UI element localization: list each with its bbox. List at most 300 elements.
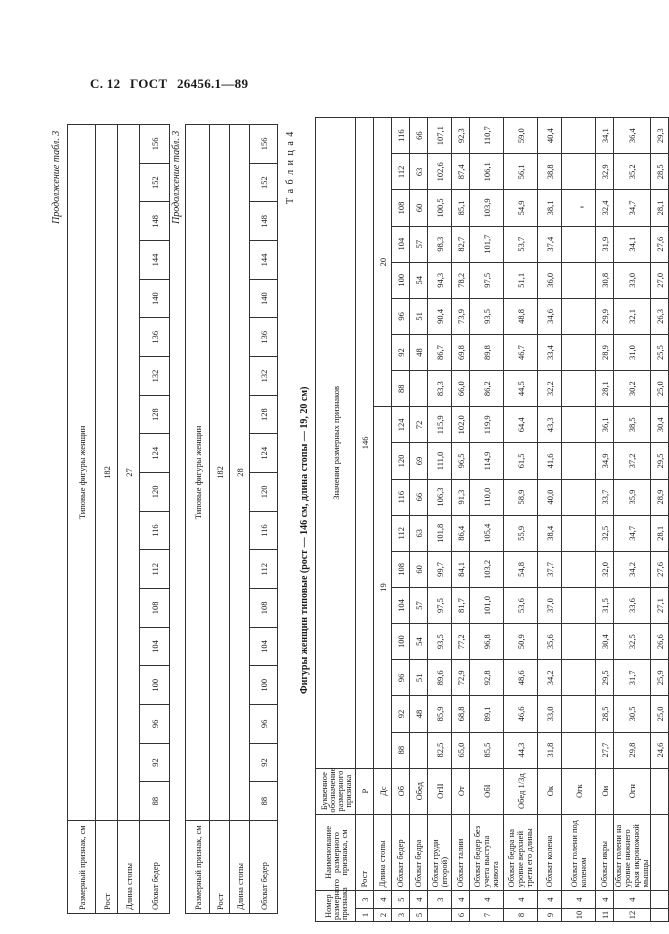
t4-cell: 103,2 xyxy=(470,551,504,587)
t2-hip-4: 104 xyxy=(250,627,278,666)
t4-cell: 106,1 xyxy=(470,154,504,190)
t4-cell: 32,5 xyxy=(614,624,651,660)
t4-row-num: 9 xyxy=(538,908,562,921)
t2-hip-12: 136 xyxy=(250,318,278,357)
t4-cell: 43,3 xyxy=(538,407,562,443)
t4-cell: 107,1 xyxy=(428,118,452,154)
t4-hip-b: 100 xyxy=(392,262,410,298)
t4-cell: 86,4 xyxy=(452,515,470,551)
t4-cell: 87,4 xyxy=(452,154,470,190)
t4-cell: 89,6 xyxy=(428,660,452,696)
t4-row xyxy=(452,118,470,922)
t2-hip-7: 116 xyxy=(250,511,278,550)
t4-cell: 33,7 xyxy=(596,479,614,515)
t4-cell: 101,7 xyxy=(470,226,504,262)
t4-hip-b: 112 xyxy=(392,154,410,190)
t1-hip-0: 88 xyxy=(140,782,170,821)
t4-row-sub: 3 xyxy=(428,891,452,909)
t4-cell xyxy=(410,371,428,407)
t1-hip-11: 132 xyxy=(140,357,170,396)
t4-cell: 29,5 xyxy=(596,660,614,696)
t4-cell: 84,1 xyxy=(452,551,470,587)
t4-cell: 66 xyxy=(410,118,428,154)
table-4 xyxy=(315,117,669,922)
t4-cell xyxy=(410,732,428,768)
t4-row-code: Огк xyxy=(562,768,596,814)
t4-cell: 51,1 xyxy=(504,262,538,298)
t4-cell: 97,5 xyxy=(470,262,504,298)
t4-hip-b: 104 xyxy=(392,226,410,262)
t4-foot-b: 20 xyxy=(374,118,392,407)
t4-row-code: Обед xyxy=(410,768,428,814)
t2-hip-8: 120 xyxy=(250,473,278,512)
t1-hip-13: 140 xyxy=(140,279,170,318)
t4-head-values: Значения размерных признаков xyxy=(316,118,356,769)
t2-foot-value: 28 xyxy=(230,125,250,821)
t4-row-sub: 4 xyxy=(504,891,538,909)
t4-cell: 98,3 xyxy=(428,226,452,262)
t4-row-num: 11 xyxy=(596,908,614,921)
t4-hip-b: 108 xyxy=(392,190,410,226)
t4-row xyxy=(428,118,452,922)
t4-cell: 32,2 xyxy=(538,371,562,407)
t4-cell: 29,9 xyxy=(596,298,614,334)
t1-foot-value: 27 xyxy=(118,125,140,821)
t4-cell: 60 xyxy=(410,190,428,226)
t1-size-label: Размерный признак, см xyxy=(68,821,96,914)
t4-row-code: Обед 1/3д xyxy=(504,768,538,814)
t2-foot-label: Длина стопы xyxy=(230,821,250,914)
t4-cell: 89,8 xyxy=(470,334,504,370)
t4-row-num: 6 xyxy=(452,908,470,921)
t4-row xyxy=(614,118,651,922)
t4-row-name: Обхват бедер xyxy=(392,814,410,891)
page-number: С. 12 xyxy=(90,76,121,91)
t4-cell: 102,0 xyxy=(452,407,470,443)
t4-cell: 40,4 xyxy=(538,118,562,154)
t4-cell: 115,9 xyxy=(428,407,452,443)
t1-hip-16: 152 xyxy=(140,163,170,202)
t4-cell: 46,7 xyxy=(504,334,538,370)
t4-cell: 51 xyxy=(410,660,428,696)
t4-cell: 37,7 xyxy=(538,551,562,587)
t4-cell: 27,6 xyxy=(651,551,669,587)
t4-cell: 29,8 xyxy=(614,732,651,768)
t4-cell: 30,4 xyxy=(651,407,669,443)
t4-cell: 35,6 xyxy=(538,624,562,660)
t4-cell: 56,1 xyxy=(504,154,538,190)
t4-cell: 25,0 xyxy=(651,371,669,407)
t4-cell xyxy=(562,371,596,407)
t4-row-name: Обхват талии xyxy=(452,814,470,891)
t4-cell: 27,6 xyxy=(651,226,669,262)
t4-cell: 28,9 xyxy=(651,479,669,515)
t4-cell: 35,2 xyxy=(614,154,651,190)
t4-hip-b: 96 xyxy=(392,298,410,334)
t4-row-code: Ок xyxy=(538,768,562,814)
t4-row-sub: 4 xyxy=(596,891,614,909)
t4-cell: 28,1 xyxy=(651,515,669,551)
t4-row-sub: 3 xyxy=(356,891,374,909)
t4-cell: 53,7 xyxy=(504,226,538,262)
standard-number: 26456.1—89 xyxy=(177,76,249,91)
t4-cell: 34,2 xyxy=(614,551,651,587)
t1-hip-14: 144 xyxy=(140,241,170,280)
t4-row-code: Ои xyxy=(596,768,614,814)
t4-row-num xyxy=(428,908,452,921)
t4-cell: 27,7 xyxy=(596,732,614,768)
t4-cell: 53,6 xyxy=(504,587,538,623)
t4-cell: 28,5 xyxy=(596,696,614,732)
t4-cell: 99,7 xyxy=(428,551,452,587)
t4-cell xyxy=(562,118,596,154)
t4-cell: 89,1 xyxy=(470,696,504,732)
t4-row xyxy=(374,118,392,922)
t4-cell: 34,7 xyxy=(614,190,651,226)
t4-cell: 31,7 xyxy=(614,660,651,696)
t4-head-number: Номер размерного признака xyxy=(316,891,356,922)
t4-row-name xyxy=(651,814,669,891)
t4-cell: 91,3 xyxy=(452,479,470,515)
t4-cell: 44,5 xyxy=(504,371,538,407)
t4-cell: 32,5 xyxy=(596,515,614,551)
t1-hip-2: 96 xyxy=(140,705,170,744)
t1-hip-8: 120 xyxy=(140,473,170,512)
t4-hip-b: 92 xyxy=(392,334,410,370)
t4-cell: 34,9 xyxy=(596,443,614,479)
t4-row-code xyxy=(651,768,669,814)
t4-row-sub: 4 xyxy=(374,891,392,909)
t4-cell: 38,5 xyxy=(614,407,651,443)
t4-cell xyxy=(562,154,596,190)
t4-cell xyxy=(562,407,596,443)
t4-hip-a: 108 xyxy=(392,551,410,587)
t4-row xyxy=(596,118,614,922)
t2-hip-0: 88 xyxy=(250,782,278,821)
rotated-page-content xyxy=(51,114,665,924)
t1-hip-label: Обхват бедер xyxy=(140,821,170,914)
t4-cell: 85,5 xyxy=(470,732,504,768)
t4-cell: 73,9 xyxy=(452,298,470,334)
t4-cell: 34,7 xyxy=(614,515,651,551)
t2-hip-11: 132 xyxy=(250,357,278,396)
t4-cell: 86,2 xyxy=(470,371,504,407)
t1-caption: Продолжение табл. 3 xyxy=(51,130,62,224)
stray-mark: - xyxy=(580,199,584,213)
t4-cell: 33,4 xyxy=(538,334,562,370)
t4-cell: 94,3 xyxy=(428,262,452,298)
t4-cell: 66 xyxy=(410,479,428,515)
standard-label: ГОСТ xyxy=(129,76,168,91)
t4-cell: 29,5 xyxy=(651,443,669,479)
t4-hip-a: 96 xyxy=(392,660,410,696)
t1-hip-7: 116 xyxy=(140,511,170,550)
t4-cell xyxy=(562,660,596,696)
t4-cell: 32,9 xyxy=(596,154,614,190)
t4-cell: 119,9 xyxy=(470,407,504,443)
t4-cell: 86,7 xyxy=(428,334,452,370)
t4-row xyxy=(356,118,374,922)
t4-row xyxy=(410,118,428,922)
t4-cell: 34,2 xyxy=(538,660,562,696)
t4-row xyxy=(651,118,669,922)
t4-cell: 102,6 xyxy=(428,154,452,190)
t4-row-code: Об xyxy=(392,768,410,814)
t4-cell: 34,1 xyxy=(614,226,651,262)
t4-row-code: Огн xyxy=(614,768,651,814)
t4-row-name: Рост xyxy=(356,814,374,891)
t2-hip-13: 140 xyxy=(250,279,278,318)
t4-cell: 30,4 xyxy=(596,624,614,660)
t4-hip-a: 88 xyxy=(392,732,410,768)
t4-hip-a: 112 xyxy=(392,515,410,551)
t4-hip-a: 124 xyxy=(392,407,410,443)
t4-cell: 54 xyxy=(410,624,428,660)
t4-cell xyxy=(562,696,596,732)
t1-rost-value: 182 xyxy=(96,125,118,821)
t4-cell: 30,2 xyxy=(614,371,651,407)
t4-cell: 27,0 xyxy=(651,262,669,298)
t4-row xyxy=(538,118,562,922)
t1-type-label: Типовые фигуры женщин xyxy=(68,125,96,821)
t2-hip-6: 112 xyxy=(250,550,278,589)
t2-hip-9: 124 xyxy=(250,434,278,473)
t4-row-num: 2 xyxy=(374,908,392,921)
t4-rost-value: 146 xyxy=(356,118,374,769)
t4-cell: 69,8 xyxy=(452,334,470,370)
t2-type-label: Типовые фигуры женщин xyxy=(186,125,210,821)
t4-cell: 96,5 xyxy=(452,443,470,479)
t4-cell: 36,4 xyxy=(614,118,651,154)
t4-cell xyxy=(562,190,596,226)
t4-cell: 101,0 xyxy=(470,587,504,623)
t4-cell: 51 xyxy=(410,298,428,334)
t4-cell: 36,0 xyxy=(538,262,562,298)
t4-cell: 110,0 xyxy=(470,479,504,515)
t1-hip-3: 100 xyxy=(140,666,170,705)
t1-hip-10: 128 xyxy=(140,395,170,434)
t4-cell: 35,9 xyxy=(614,479,651,515)
t1-hip-9: 124 xyxy=(140,434,170,473)
t4-row-name: Обхват груди (второй) xyxy=(428,814,452,891)
t4-head-name: Наименование размерного признака, см xyxy=(316,814,356,891)
t4-cell: 81,7 xyxy=(452,587,470,623)
t4-cell: 69 xyxy=(410,443,428,479)
t4-cell: 90,4 xyxy=(428,298,452,334)
table-continuation-1 xyxy=(67,124,170,914)
t2-hip-16: 152 xyxy=(250,163,278,202)
t4-hip-b: 116 xyxy=(392,118,410,154)
t4-title: Фигуры женщин типовые (рост — 146 см, длина стопы — 19, 20 см) xyxy=(299,386,310,694)
t1-hip-6: 112 xyxy=(140,550,170,589)
t4-cell: 59,0 xyxy=(504,118,538,154)
t4-cell: 93,5 xyxy=(428,624,452,660)
t4-cell: 97,5 xyxy=(428,587,452,623)
t1-hip-1: 92 xyxy=(140,743,170,782)
t4-cell: 82,5 xyxy=(428,732,452,768)
t1-hip-15: 148 xyxy=(140,202,170,241)
t4-cell: 103,9 xyxy=(470,190,504,226)
t4-cell: 34,1 xyxy=(596,118,614,154)
t4-cell: 37,2 xyxy=(614,443,651,479)
t4-cell: 27,1 xyxy=(651,587,669,623)
t2-hip-17: 156 xyxy=(250,125,278,164)
t4-cell: 48,8 xyxy=(504,298,538,334)
t4-row xyxy=(470,118,504,922)
t4-cell xyxy=(562,479,596,515)
t4-cell: 37,4 xyxy=(538,226,562,262)
t4-cell: 44,3 xyxy=(504,732,538,768)
t4-cell: 31,5 xyxy=(596,587,614,623)
t4-cell: 65,0 xyxy=(452,732,470,768)
table-continuation-2 xyxy=(185,124,278,914)
t4-label: Т а б л и ц а 4 xyxy=(285,130,296,204)
t4-cell: 101,8 xyxy=(428,515,452,551)
t4-cell: 34,6 xyxy=(538,298,562,334)
t4-row-sub: 4 xyxy=(562,891,596,909)
t4-cell: 100,5 xyxy=(428,190,452,226)
t4-row-sub xyxy=(651,891,669,909)
t4-cell: 77,2 xyxy=(452,624,470,660)
t4-cell: 32,0 xyxy=(596,551,614,587)
t4-cell: 110,7 xyxy=(470,118,504,154)
t4-cell: 48 xyxy=(410,696,428,732)
t4-head-code: Буквенное обозначение размерного признака xyxy=(316,768,356,814)
t2-hip-15: 148 xyxy=(250,202,278,241)
t4-cell xyxy=(562,587,596,623)
t4-cell xyxy=(562,334,596,370)
t4-row-sub: 4 xyxy=(452,891,470,909)
t1-hip-17: 156 xyxy=(140,125,170,164)
t4-cell: 38,1 xyxy=(538,190,562,226)
t2-hip-10: 128 xyxy=(250,395,278,434)
t4-cell: 33,0 xyxy=(538,696,562,732)
t4-row-num: 8 xyxy=(504,908,538,921)
t2-caption: Продолжение табл. 3 xyxy=(171,130,182,224)
t4-cell xyxy=(562,298,596,334)
t4-cell: 30,8 xyxy=(596,262,614,298)
t4-foot-a: 19 xyxy=(374,407,392,768)
t4-cell: 105,4 xyxy=(470,515,504,551)
t4-cell: 58,9 xyxy=(504,479,538,515)
t4-cell: 31,8 xyxy=(538,732,562,768)
t4-cell: 114,9 xyxy=(470,443,504,479)
t4-row-name: Обхват бедра на уровне верхней трети его длины xyxy=(504,814,538,891)
t4-cell: 24,6 xyxy=(651,732,669,768)
t2-hip-3: 100 xyxy=(250,666,278,705)
t4-row-name: Длина стопы xyxy=(374,814,392,891)
t4-row-sub: 5 xyxy=(392,891,410,909)
t4-cell: 28,5 xyxy=(651,154,669,190)
t4-cell xyxy=(562,515,596,551)
t4-cell: 92,8 xyxy=(470,660,504,696)
t4-row-sub: 4 xyxy=(470,891,504,909)
t4-cell: 57 xyxy=(410,226,428,262)
t4-cell: 33,6 xyxy=(614,587,651,623)
t4-row-name: Обхват бедра xyxy=(410,814,428,891)
t4-row-code: Р xyxy=(356,768,374,814)
t4-row-name: Обхват голени под коленом xyxy=(562,814,596,891)
t4-cell: 28,9 xyxy=(596,334,614,370)
t4-hip-a: 104 xyxy=(392,587,410,623)
t4-cell: 32,1 xyxy=(614,298,651,334)
t4-cell: 26,3 xyxy=(651,298,669,334)
t4-hip-b: 88 xyxy=(392,371,410,407)
t4-cell: 72 xyxy=(410,407,428,443)
t4-row-code: ОбI xyxy=(470,768,504,814)
t4-row-name: Обхват бедер без учета выступа живота xyxy=(470,814,504,891)
t4-cell: 85,9 xyxy=(428,696,452,732)
t4-cell: 46,6 xyxy=(504,696,538,732)
t4-row-num xyxy=(651,908,669,921)
t2-hip-2: 96 xyxy=(250,705,278,744)
t4-cell: 40,0 xyxy=(538,479,562,515)
t4-cell: 48,6 xyxy=(504,660,538,696)
t4-cell xyxy=(562,262,596,298)
page-header xyxy=(90,76,254,92)
t2-rost-label: Рост xyxy=(210,821,230,914)
t4-cell: 33,0 xyxy=(614,262,651,298)
t4-cell: 78,2 xyxy=(452,262,470,298)
t4-row-code: ОгII xyxy=(428,768,452,814)
t4-row-sub: 4 xyxy=(410,891,428,909)
t2-hip-14: 144 xyxy=(250,241,278,280)
t4-hip-a: 116 xyxy=(392,479,410,515)
t4-cell: 25,9 xyxy=(651,660,669,696)
t2-size-label: Размерный признак, см xyxy=(186,821,210,914)
t4-row-num: 1 xyxy=(356,908,374,921)
t4-cell: 85,1 xyxy=(452,190,470,226)
t4-cell: 63 xyxy=(410,515,428,551)
t4-row-sub: 4 xyxy=(538,891,562,909)
t4-cell: 63 xyxy=(410,154,428,190)
t4-row-num: 3 xyxy=(392,908,410,921)
t4-cell: 38,8 xyxy=(538,154,562,190)
t4-cell xyxy=(562,732,596,768)
t4-row xyxy=(392,118,410,922)
t4-cell xyxy=(562,551,596,587)
t4-cell: 55,9 xyxy=(504,515,538,551)
t4-row-num: 12 xyxy=(614,908,651,921)
t4-cell: 106,3 xyxy=(428,479,452,515)
t4-cell: 64,4 xyxy=(504,407,538,443)
t4-cell: 28,1 xyxy=(596,371,614,407)
t4-row-name: Обхват голени на уровне нижнего края икроножной мышцы xyxy=(614,814,651,891)
t4-cell: 54 xyxy=(410,262,428,298)
t4-cell: 92,3 xyxy=(452,118,470,154)
t2-rost-value: 182 xyxy=(210,125,230,821)
t4-row-name: Обхват икры xyxy=(596,814,614,891)
t4-cell: 93,5 xyxy=(470,298,504,334)
t4-row xyxy=(562,118,596,922)
t2-hip-label: Обхват бедер xyxy=(250,821,278,914)
t4-row xyxy=(504,118,538,922)
t4-row-num: 5 xyxy=(410,908,428,921)
t4-cell xyxy=(562,226,596,262)
t1-hip-5: 108 xyxy=(140,589,170,628)
t4-cell: 25,0 xyxy=(651,696,669,732)
t2-hip-1: 92 xyxy=(250,743,278,782)
t4-cell: 38,4 xyxy=(538,515,562,551)
t4-cell: 37,0 xyxy=(538,587,562,623)
t4-row-code: От xyxy=(452,768,470,814)
t4-row-num: 10 xyxy=(562,908,596,921)
t4-cell: 25,5 xyxy=(651,334,669,370)
t1-foot-label: Длина стопы xyxy=(118,821,140,914)
t4-cell: 30,5 xyxy=(614,696,651,732)
t4-cell: 68,8 xyxy=(452,696,470,732)
t4-hip-a: 100 xyxy=(392,624,410,660)
